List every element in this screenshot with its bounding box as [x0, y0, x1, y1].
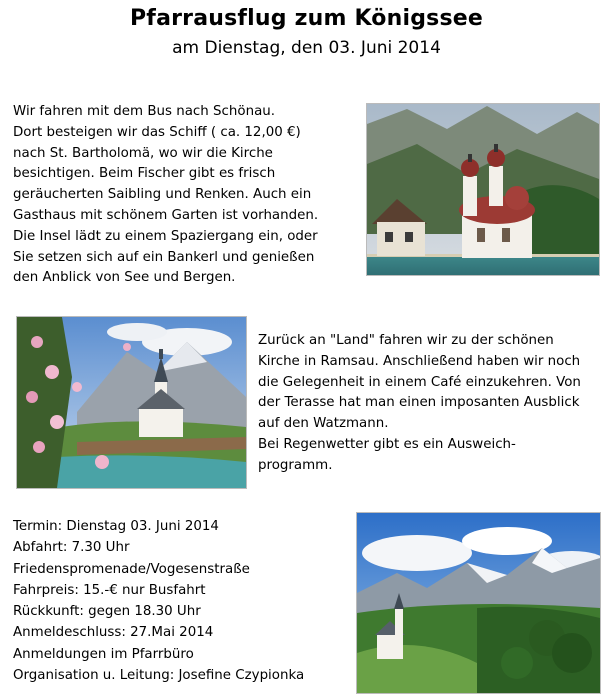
paragraph-ramsau	[258, 331, 600, 477]
detail-anmeldeschluss: Anmeldeschluss: 27.Mai 2014	[13, 625, 214, 641]
text-line: programm.	[258, 457, 333, 473]
text-line: Die Insel lädt zu einem Spaziergang ein, oder	[13, 228, 318, 244]
maria-gern-watzmann-photo	[356, 512, 601, 694]
text-line: Bei Regenwetter gibt es ein Ausweich-	[258, 436, 516, 452]
text-line: auf den Watzmann.	[258, 416, 389, 432]
paragraph-bartholomae	[13, 102, 358, 289]
detail-fahrpreis: Fahrpreis: 15.-€ nur Busfahrt	[13, 582, 206, 598]
text-line: den Anblick von See und Bergen.	[13, 270, 236, 286]
text-line: Sie setzen sich auf ein Bankerl und genießen	[13, 249, 315, 265]
text-line: der Terasse hat man einen imposanten Ausblick	[258, 395, 580, 411]
detail-termin: Termin: Dienstag 03. Juni 2014	[13, 519, 219, 534]
text-line: geräucherten Saibling und Renken. Auch ein	[13, 187, 312, 203]
text-line: besichtigen. Beim Fischer gibt es frisch	[13, 166, 276, 182]
page-subtitle: am Dienstag, den 03. Juni 2014	[172, 38, 441, 58]
page-title: Pfarrausflug zum Königssee	[129, 6, 484, 31]
text-line: nach St. Bartholomä, wo wir die Kirche	[13, 145, 273, 161]
text-line: Wir fahren mit dem Bus nach Schönau.	[13, 104, 276, 119]
detail-abfahrtsort: Friedenspromenade/Vogesenstraße	[13, 561, 250, 577]
text-line: Zurück an "Land" fahren wir zu der schönen	[258, 333, 554, 348]
text-line: Kirche in Ramsau. Anschließend haben wir noch	[258, 353, 581, 369]
text-line: Dort besteigen wir das Schiff ( ca. 12,00 €)	[13, 124, 301, 140]
detail-rueckkunft: Rückkunft: gegen 18.30 Uhr	[13, 604, 201, 620]
text-line: Gasthaus mit schönem Garten ist vorhanden.	[13, 207, 319, 223]
detail-organisation: Organisation u. Leitung: Josefine Czypionka	[13, 668, 305, 684]
text-line: die Gelegenheit in einem Café einzukehren. Von	[258, 374, 581, 390]
trip-details	[13, 516, 353, 686]
ramsau-church-photo	[16, 316, 247, 489]
detail-anmeldungen: Anmeldungen im Pfarrbüro	[13, 646, 194, 662]
detail-abfahrt: Abfahrt: 7.30 Uhr	[13, 540, 130, 556]
st-bartholomae-church-photo	[366, 103, 600, 276]
